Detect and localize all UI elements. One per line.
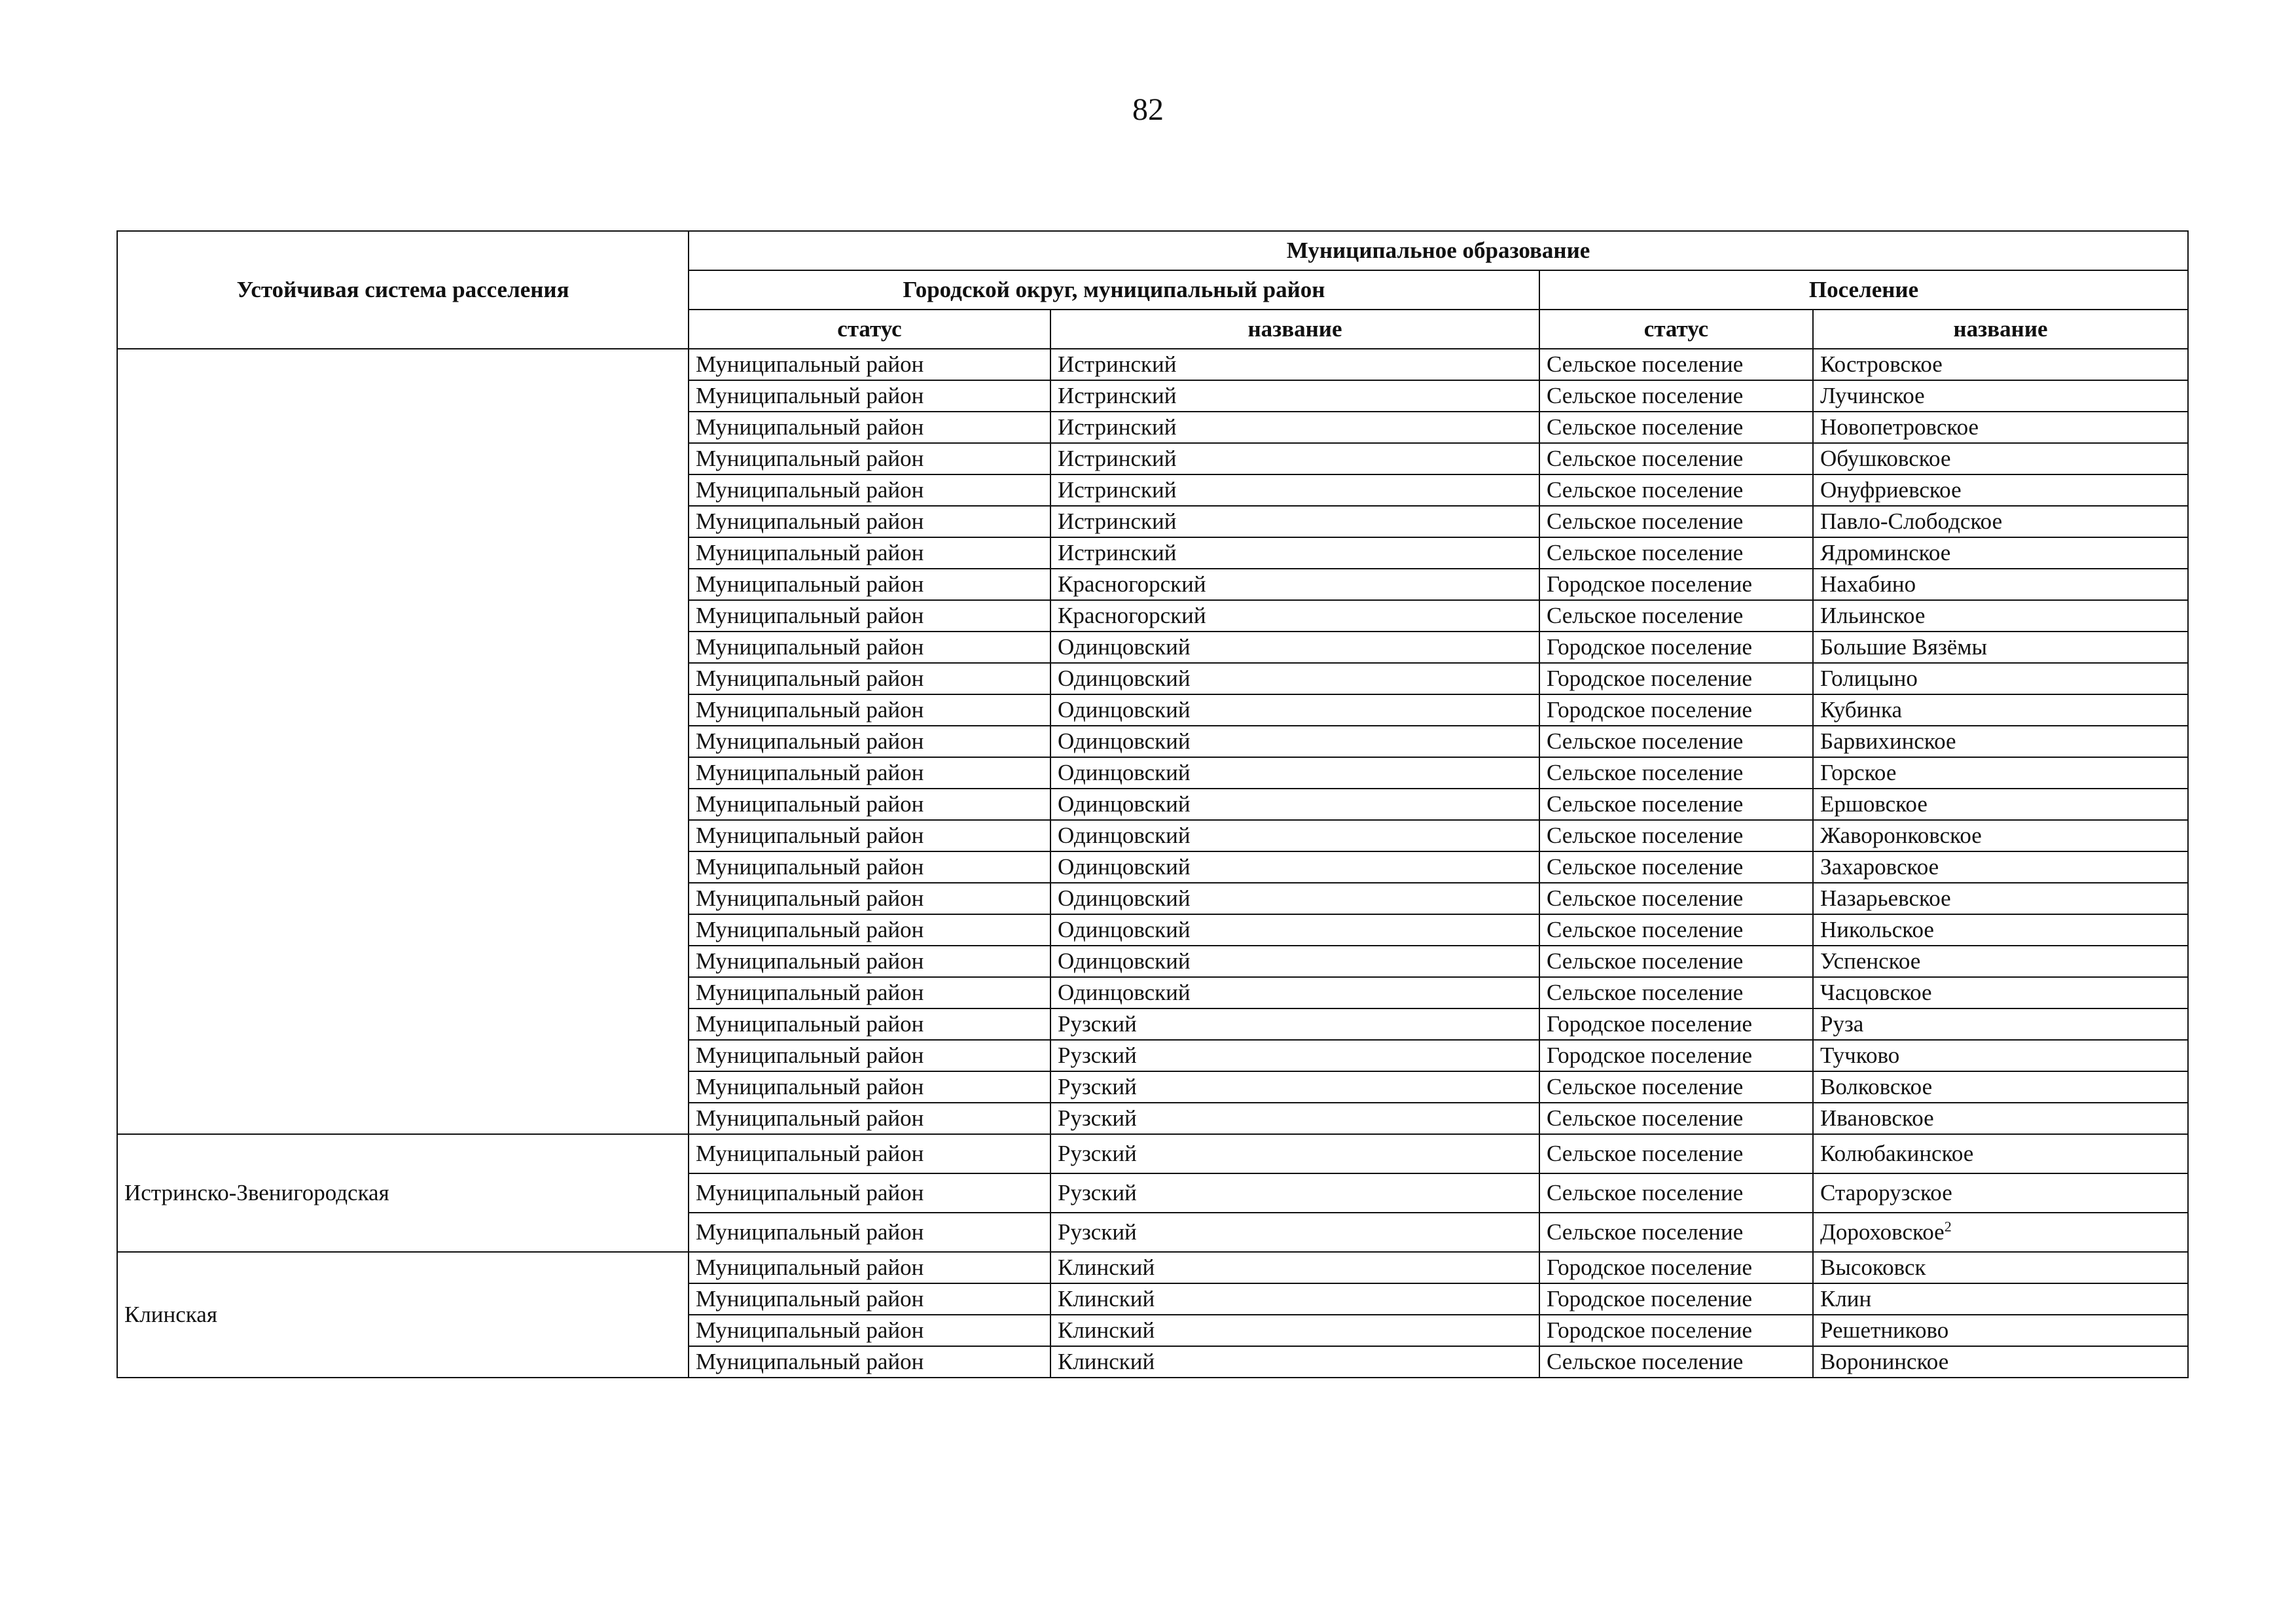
settlement-status-cell-text: Сельское поселение bbox=[1547, 979, 1744, 1005]
settlement-status-cell bbox=[1539, 851, 1813, 883]
settlement-status-cell-text: Сельское поселение bbox=[1547, 791, 1744, 817]
settlement-name-cell-text: Павло-Слободское bbox=[1820, 508, 2003, 534]
settlement-name-cell-text: Клин bbox=[1820, 1285, 1872, 1311]
settlement-name-cell bbox=[1813, 474, 2188, 506]
settlement-name-cell-text: Часцовское bbox=[1820, 979, 1932, 1005]
settlement-status-cell bbox=[1539, 1315, 1813, 1346]
settlement-name-cell bbox=[1813, 914, 2188, 946]
district-status-cell-text: Муниципальный район bbox=[696, 1285, 924, 1311]
district-status-cell bbox=[689, 883, 1050, 914]
district-name-cell-text: Одинцовский bbox=[1058, 696, 1191, 722]
district-status-cell bbox=[689, 1008, 1050, 1040]
district-status-cell-text: Муниципальный район bbox=[696, 1042, 924, 1068]
district-name-cell bbox=[1050, 789, 1539, 820]
settlement-name-cell-text: Волковское bbox=[1820, 1073, 1933, 1099]
settlement-status-cell-text: Городское поселение bbox=[1547, 1317, 1753, 1343]
district-name-cell-text: Одинцовский bbox=[1058, 822, 1191, 848]
settlement-name-cell-text: Большие Вязёмы bbox=[1820, 633, 1987, 660]
table-row bbox=[117, 1134, 2188, 1173]
settlement-name-cell-text: Новопетровское bbox=[1820, 414, 1979, 440]
settlement-name-cell-text: Ершовское bbox=[1820, 791, 1928, 817]
district-name-cell bbox=[1050, 726, 1539, 757]
district-status-cell-text: Муниципальный район bbox=[696, 476, 924, 503]
settlement-name-cell bbox=[1813, 663, 2188, 694]
district-status-cell bbox=[689, 789, 1050, 820]
municipal-formation-header: Муниципальное образование bbox=[689, 231, 2188, 270]
settlement-name-cell bbox=[1813, 412, 2188, 443]
district-status-cell-text: Муниципальный район bbox=[696, 885, 924, 911]
settlement-status-cell bbox=[1539, 789, 1813, 820]
settlement-status-cell-text: Сельское поселение bbox=[1547, 382, 1744, 408]
district-status-cell-text: Муниципальный район bbox=[696, 602, 924, 628]
district-name-cell-text: Истринский bbox=[1058, 351, 1177, 377]
settlement-status-cell-text: Сельское поселение bbox=[1547, 916, 1744, 942]
settlement-name-cell bbox=[1813, 1173, 2188, 1213]
district-status-cell bbox=[689, 977, 1050, 1008]
district-status-cell bbox=[689, 1213, 1050, 1252]
settlement-status-cell bbox=[1539, 1134, 1813, 1173]
district-name-cell bbox=[1050, 537, 1539, 569]
settlement-system-cell: Клинская bbox=[117, 1252, 689, 1378]
settlement-table bbox=[117, 230, 2189, 1378]
settlement-name-cell-text: Никольское bbox=[1820, 916, 1934, 942]
settlement-status-cell-text: Сельское поселение bbox=[1547, 822, 1744, 848]
district-status-cell-text: Муниципальный район bbox=[696, 759, 924, 785]
district-status-cell-text: Муниципальный район bbox=[696, 822, 924, 848]
settlement-status-cell bbox=[1539, 694, 1813, 726]
district-name-cell-text: Истринский bbox=[1058, 539, 1177, 565]
settlement-name-cell-text: Решетниково bbox=[1820, 1317, 1949, 1343]
settlement-status-cell-text: Сельское поселение bbox=[1547, 1073, 1744, 1099]
settlement-name-cell bbox=[1813, 883, 2188, 914]
district-status-cell-text: Муниципальный район bbox=[696, 445, 924, 471]
settlement-name-cell bbox=[1813, 851, 2188, 883]
settlement-status-cell bbox=[1539, 569, 1813, 600]
settlement-status-cell-text: Городское поселение bbox=[1547, 571, 1753, 597]
settlement-status-cell bbox=[1539, 977, 1813, 1008]
district-status-cell bbox=[689, 1283, 1050, 1315]
settlement-name-cell bbox=[1813, 757, 2188, 789]
district-name-cell-text: Красногорский bbox=[1058, 602, 1206, 628]
settlement-status-cell bbox=[1539, 757, 1813, 789]
district-status-cell-text: Муниципальный район bbox=[696, 382, 924, 408]
district-status-cell-text: Муниципальный район bbox=[696, 791, 924, 817]
district-status-cell-text: Муниципальный район bbox=[696, 539, 924, 565]
table-row bbox=[117, 1252, 2188, 1283]
settlement-name-cell bbox=[1813, 1134, 2188, 1173]
district-name-cell-text: Истринский bbox=[1058, 476, 1177, 503]
district-status-cell-text: Муниципальный район bbox=[696, 414, 924, 440]
settlement-name-cell bbox=[1813, 726, 2188, 757]
settlement-name-cell bbox=[1813, 977, 2188, 1008]
settlement-name-cell-text: Ивановское bbox=[1820, 1105, 1934, 1131]
settlement-name-cell-text: Костровское bbox=[1820, 351, 1943, 377]
district-name-cell-text: Одинцовский bbox=[1058, 728, 1191, 754]
settlement-group-header: Поселение bbox=[1539, 270, 2188, 310]
settlement-status-cell bbox=[1539, 1346, 1813, 1378]
settlement-name-cell bbox=[1813, 380, 2188, 412]
district-name-cell bbox=[1050, 914, 1539, 946]
district-name-cell bbox=[1050, 1213, 1539, 1252]
district-name-cell bbox=[1050, 851, 1539, 883]
district-status-cell-text: Муниципальный район bbox=[696, 853, 924, 880]
settlement-name-cell bbox=[1813, 1103, 2188, 1134]
district-status-cell-text: Муниципальный район bbox=[696, 1219, 924, 1245]
district-status-cell-text: Муниципальный район bbox=[696, 508, 924, 534]
district-name-cell-text: Одинцовский bbox=[1058, 791, 1191, 817]
table-body bbox=[117, 349, 2188, 1378]
district-name-cell-text: Рузский bbox=[1058, 1010, 1137, 1037]
district-name-cell-text: Клинский bbox=[1058, 1285, 1155, 1311]
settlement-status-cell-text: Сельское поселение bbox=[1547, 948, 1744, 974]
district-name-cell-text: Одинцовский bbox=[1058, 916, 1191, 942]
district-status-cell-text: Муниципальный район bbox=[696, 979, 924, 1005]
district-name-header: название bbox=[1050, 310, 1539, 349]
settlement-status-cell bbox=[1539, 1213, 1813, 1252]
settlement-status-cell-text: Сельское поселение bbox=[1547, 728, 1744, 754]
district-status-cell bbox=[689, 380, 1050, 412]
district-name-cell bbox=[1050, 569, 1539, 600]
district-name-cell bbox=[1050, 1071, 1539, 1103]
district-name-cell-text: Истринский bbox=[1058, 445, 1177, 471]
district-name-cell bbox=[1050, 1252, 1539, 1283]
district-status-cell bbox=[689, 600, 1050, 632]
settlement-name-cell bbox=[1813, 1252, 2188, 1283]
district-name-cell-text: Рузский bbox=[1058, 1042, 1137, 1068]
settlement-name-cell bbox=[1813, 1346, 2188, 1378]
settlement-status-header: статус bbox=[1539, 310, 1813, 349]
district-status-cell-text: Муниципальный район bbox=[696, 948, 924, 974]
settlement-status-cell-text: Городское поселение bbox=[1547, 633, 1753, 660]
settlement-name-cell-text: Барвихинское bbox=[1820, 728, 1956, 754]
district-status-cell-text: Муниципальный район bbox=[696, 1105, 924, 1131]
district-name-cell bbox=[1050, 883, 1539, 914]
district-name-cell bbox=[1050, 443, 1539, 474]
settlement-name-cell bbox=[1813, 789, 2188, 820]
district-name-cell-text: Одинцовский bbox=[1058, 948, 1191, 974]
district-name-cell-text: Одинцовский bbox=[1058, 885, 1191, 911]
district-name-cell bbox=[1050, 1346, 1539, 1378]
district-name-cell bbox=[1050, 349, 1539, 380]
district-status-cell-text: Муниципальный район bbox=[696, 1140, 924, 1166]
settlement-status-cell bbox=[1539, 443, 1813, 474]
settlement-status-cell bbox=[1539, 1008, 1813, 1040]
settlement-name-cell-text: Воронинское bbox=[1820, 1348, 1949, 1374]
district-status-cell bbox=[689, 914, 1050, 946]
district-status-cell-text: Муниципальный район bbox=[696, 728, 924, 754]
district-name-cell bbox=[1050, 600, 1539, 632]
district-status-cell-text: Муниципальный район bbox=[696, 696, 924, 722]
settlement-status-cell bbox=[1539, 726, 1813, 757]
settlement-name-cell bbox=[1813, 600, 2188, 632]
settlement-status-cell bbox=[1539, 1040, 1813, 1071]
settlement-name-cell bbox=[1813, 694, 2188, 726]
district-status-cell-text: Муниципальный район bbox=[696, 1010, 924, 1037]
settlement-name-cell bbox=[1813, 349, 2188, 380]
district-status-cell bbox=[689, 1346, 1050, 1378]
settlement-status-cell-text: Сельское поселение bbox=[1547, 759, 1744, 785]
settlement-status-cell bbox=[1539, 412, 1813, 443]
settlement-name-cell-text: Руза bbox=[1820, 1010, 1864, 1037]
district-status-cell bbox=[689, 569, 1050, 600]
settlement-status-cell-text: Городское поселение bbox=[1547, 1010, 1753, 1037]
settlement-name-cell bbox=[1813, 1008, 2188, 1040]
settlement-status-cell-text: Сельское поселение bbox=[1547, 885, 1744, 911]
district-name-cell bbox=[1050, 474, 1539, 506]
district-name-cell-text: Красногорский bbox=[1058, 571, 1206, 597]
district-name-cell-text: Рузский bbox=[1058, 1219, 1137, 1245]
settlement-status-cell bbox=[1539, 1283, 1813, 1315]
district-name-cell bbox=[1050, 663, 1539, 694]
district-status-cell-text: Муниципальный район bbox=[696, 1073, 924, 1099]
settlement-status-cell-text: Сельское поселение bbox=[1547, 1179, 1744, 1205]
settlement-status-cell-text: Сельское поселение bbox=[1547, 508, 1744, 534]
district-name-cell-text: Истринский bbox=[1058, 414, 1177, 440]
district-status-cell bbox=[689, 757, 1050, 789]
settlement-name-cell bbox=[1813, 1213, 2188, 1252]
settlement-system-cell: Истринско-Звенигородская bbox=[117, 1134, 689, 1252]
settlement-status-cell-text: Сельское поселение bbox=[1547, 539, 1744, 565]
settlement-status-cell-text: Городское поселение bbox=[1547, 1285, 1753, 1311]
system-column-header: Устойчивая система расселения bbox=[117, 231, 689, 349]
district-status-cell bbox=[689, 946, 1050, 977]
settlement-status-cell-text: Городское поселение bbox=[1547, 696, 1753, 722]
district-name-cell bbox=[1050, 1315, 1539, 1346]
district-name-cell bbox=[1050, 694, 1539, 726]
settlement-status-cell bbox=[1539, 1071, 1813, 1103]
district-status-cell bbox=[689, 663, 1050, 694]
district-name-cell-text: Одинцовский bbox=[1058, 633, 1191, 660]
district-name-cell-text: Истринский bbox=[1058, 382, 1177, 408]
settlement-name-cell bbox=[1813, 632, 2188, 663]
settlement-name-cell-text: Обушковское bbox=[1820, 445, 1951, 471]
settlement-name-cell bbox=[1813, 443, 2188, 474]
settlement-status-cell bbox=[1539, 663, 1813, 694]
settlement-status-cell bbox=[1539, 632, 1813, 663]
settlement-name-cell-text: Горское bbox=[1820, 759, 1897, 785]
district-status-cell bbox=[689, 349, 1050, 380]
district-name-cell bbox=[1050, 1008, 1539, 1040]
district-status-cell bbox=[689, 537, 1050, 569]
district-name-cell bbox=[1050, 757, 1539, 789]
settlement-name-cell bbox=[1813, 1040, 2188, 1071]
district-status-cell bbox=[689, 1252, 1050, 1283]
district-status-cell bbox=[689, 1134, 1050, 1173]
settlement-name-cell bbox=[1813, 820, 2188, 851]
district-name-cell bbox=[1050, 506, 1539, 537]
settlement-status-cell bbox=[1539, 914, 1813, 946]
settlement-status-cell-text: Сельское поселение bbox=[1547, 853, 1744, 880]
district-name-cell bbox=[1050, 1173, 1539, 1213]
settlement-name-cell-text: Голицыно bbox=[1820, 665, 1918, 691]
district-status-cell-text: Муниципальный район bbox=[696, 665, 924, 691]
district-name-cell-text: Клинский bbox=[1058, 1348, 1155, 1374]
settlement-name-cell bbox=[1813, 537, 2188, 569]
settlement-system-cell bbox=[117, 349, 689, 1134]
district-status-cell-text: Муниципальный район bbox=[696, 633, 924, 660]
settlement-status-cell-text: Сельское поселение bbox=[1547, 1219, 1744, 1245]
settlement-name-cell-text: Назарьевское bbox=[1820, 885, 1951, 911]
district-name-cell bbox=[1050, 977, 1539, 1008]
district-name-cell-text: Рузский bbox=[1058, 1073, 1137, 1099]
settlement-status-cell bbox=[1539, 349, 1813, 380]
district-name-cell bbox=[1050, 820, 1539, 851]
district-name-cell bbox=[1050, 412, 1539, 443]
settlement-status-cell-text: Сельское поселение bbox=[1547, 1105, 1744, 1131]
district-name-cell-text: Одинцовский bbox=[1058, 853, 1191, 880]
district-name-cell-text: Рузский bbox=[1058, 1140, 1137, 1166]
district-status-cell bbox=[689, 1315, 1050, 1346]
district-name-cell bbox=[1050, 1040, 1539, 1071]
settlement-status-cell bbox=[1539, 1252, 1813, 1283]
district-status-cell-text: Муниципальный район bbox=[696, 1254, 924, 1280]
district-group-header: Городской округ, муниципальный район bbox=[689, 270, 1539, 310]
district-name-cell-text: Рузский bbox=[1058, 1179, 1137, 1205]
settlement-status-cell bbox=[1539, 600, 1813, 632]
district-name-cell bbox=[1050, 1134, 1539, 1173]
district-name-cell-text: Одинцовский bbox=[1058, 979, 1191, 1005]
settlement-name-cell bbox=[1813, 946, 2188, 977]
settlement-name-cell bbox=[1813, 569, 2188, 600]
table-row bbox=[117, 349, 2188, 380]
settlement-status-cell-text: Городское поселение bbox=[1547, 1042, 1753, 1068]
settlement-name-cell-text: Тучково bbox=[1820, 1042, 1900, 1068]
settlement-name-cell-text: Высоковск bbox=[1820, 1254, 1926, 1280]
district-name-cell bbox=[1050, 380, 1539, 412]
settlement-status-cell-text: Сельское поселение bbox=[1547, 414, 1744, 440]
district-status-cell-text: Муниципальный район bbox=[696, 1179, 924, 1205]
district-name-cell-text: Истринский bbox=[1058, 508, 1177, 534]
district-status-cell bbox=[689, 443, 1050, 474]
district-status-cell-text: Муниципальный район bbox=[696, 351, 924, 377]
settlement-status-cell-text: Сельское поселение bbox=[1547, 1348, 1744, 1374]
settlement-status-cell bbox=[1539, 1173, 1813, 1213]
settlement-name-cell-text: Успенское bbox=[1820, 948, 1921, 974]
settlement-status-cell-text: Сельское поселение bbox=[1547, 445, 1744, 471]
district-status-cell bbox=[689, 474, 1050, 506]
settlement-name-cell-text: Ильинское bbox=[1820, 602, 1926, 628]
footnote-marker: 2 bbox=[1944, 1218, 1952, 1235]
settlement-name-cell bbox=[1813, 506, 2188, 537]
settlement-name-cell-text: Кубинка bbox=[1820, 696, 1903, 722]
settlement-name-cell-text: Колюбакинское bbox=[1820, 1140, 1974, 1166]
settlement-status-cell bbox=[1539, 380, 1813, 412]
district-name-cell bbox=[1050, 1103, 1539, 1134]
district-status-cell bbox=[689, 1103, 1050, 1134]
settlement-status-cell bbox=[1539, 946, 1813, 977]
settlement-name-cell-text: Жаворонковское bbox=[1820, 822, 1982, 848]
district-status-cell-text: Муниципальный район bbox=[696, 571, 924, 597]
settlement-status-cell-text: Сельское поселение bbox=[1547, 476, 1744, 503]
district-status-cell bbox=[689, 726, 1050, 757]
district-status-cell bbox=[689, 694, 1050, 726]
district-name-cell bbox=[1050, 1283, 1539, 1315]
district-name-cell-text: Клинский bbox=[1058, 1254, 1155, 1280]
settlement-status-cell bbox=[1539, 820, 1813, 851]
settlement-status-cell-text: Городское поселение bbox=[1547, 1254, 1753, 1280]
settlement-status-cell-text: Сельское поселение bbox=[1547, 351, 1744, 377]
district-status-cell bbox=[689, 1040, 1050, 1071]
district-name-cell-text: Клинский bbox=[1058, 1317, 1155, 1343]
district-status-cell bbox=[689, 1071, 1050, 1103]
settlement-name-cell-text: Дороховское bbox=[1820, 1219, 1945, 1245]
settlement-status-cell-text: Сельское поселение bbox=[1547, 602, 1744, 628]
district-status-cell-text: Муниципальный район bbox=[696, 1348, 924, 1374]
district-status-header: статус bbox=[689, 310, 1050, 349]
settlement-status-cell bbox=[1539, 537, 1813, 569]
district-name-cell-text: Одинцовский bbox=[1058, 665, 1191, 691]
settlement-name-cell-text: Онуфриевское bbox=[1820, 476, 1962, 503]
district-name-cell bbox=[1050, 946, 1539, 977]
district-status-cell-text: Муниципальный район bbox=[696, 1317, 924, 1343]
page-number: 82 bbox=[1132, 92, 1164, 127]
settlement-name-cell-text: Лучинское bbox=[1820, 382, 1925, 408]
district-status-cell bbox=[689, 632, 1050, 663]
settlement-name-cell-text: Старорузское bbox=[1820, 1179, 1952, 1205]
settlement-name-cell bbox=[1813, 1283, 2188, 1315]
district-name-cell bbox=[1050, 632, 1539, 663]
settlement-name-cell bbox=[1813, 1071, 2188, 1103]
district-status-cell bbox=[689, 820, 1050, 851]
settlement-name-header: название bbox=[1813, 310, 2188, 349]
district-status-cell-text: Муниципальный район bbox=[696, 916, 924, 942]
settlement-status-cell bbox=[1539, 883, 1813, 914]
district-name-cell-text: Рузский bbox=[1058, 1105, 1137, 1131]
settlement-status-cell bbox=[1539, 1103, 1813, 1134]
settlement-name-cell-text: Нахабино bbox=[1820, 571, 1916, 597]
district-status-cell bbox=[689, 1173, 1050, 1213]
settlement-name-cell bbox=[1813, 1315, 2188, 1346]
settlement-status-cell bbox=[1539, 506, 1813, 537]
district-status-cell bbox=[689, 506, 1050, 537]
settlement-name-cell-text: Захаровское bbox=[1820, 853, 1939, 880]
district-name-cell-text: Одинцовский bbox=[1058, 759, 1191, 785]
district-status-cell bbox=[689, 851, 1050, 883]
settlement-status-cell-text: Сельское поселение bbox=[1547, 1140, 1744, 1166]
district-status-cell bbox=[689, 412, 1050, 443]
settlement-name-cell-text: Ядроминское bbox=[1820, 539, 1951, 565]
settlement-status-cell bbox=[1539, 474, 1813, 506]
settlement-status-cell-text: Городское поселение bbox=[1547, 665, 1753, 691]
